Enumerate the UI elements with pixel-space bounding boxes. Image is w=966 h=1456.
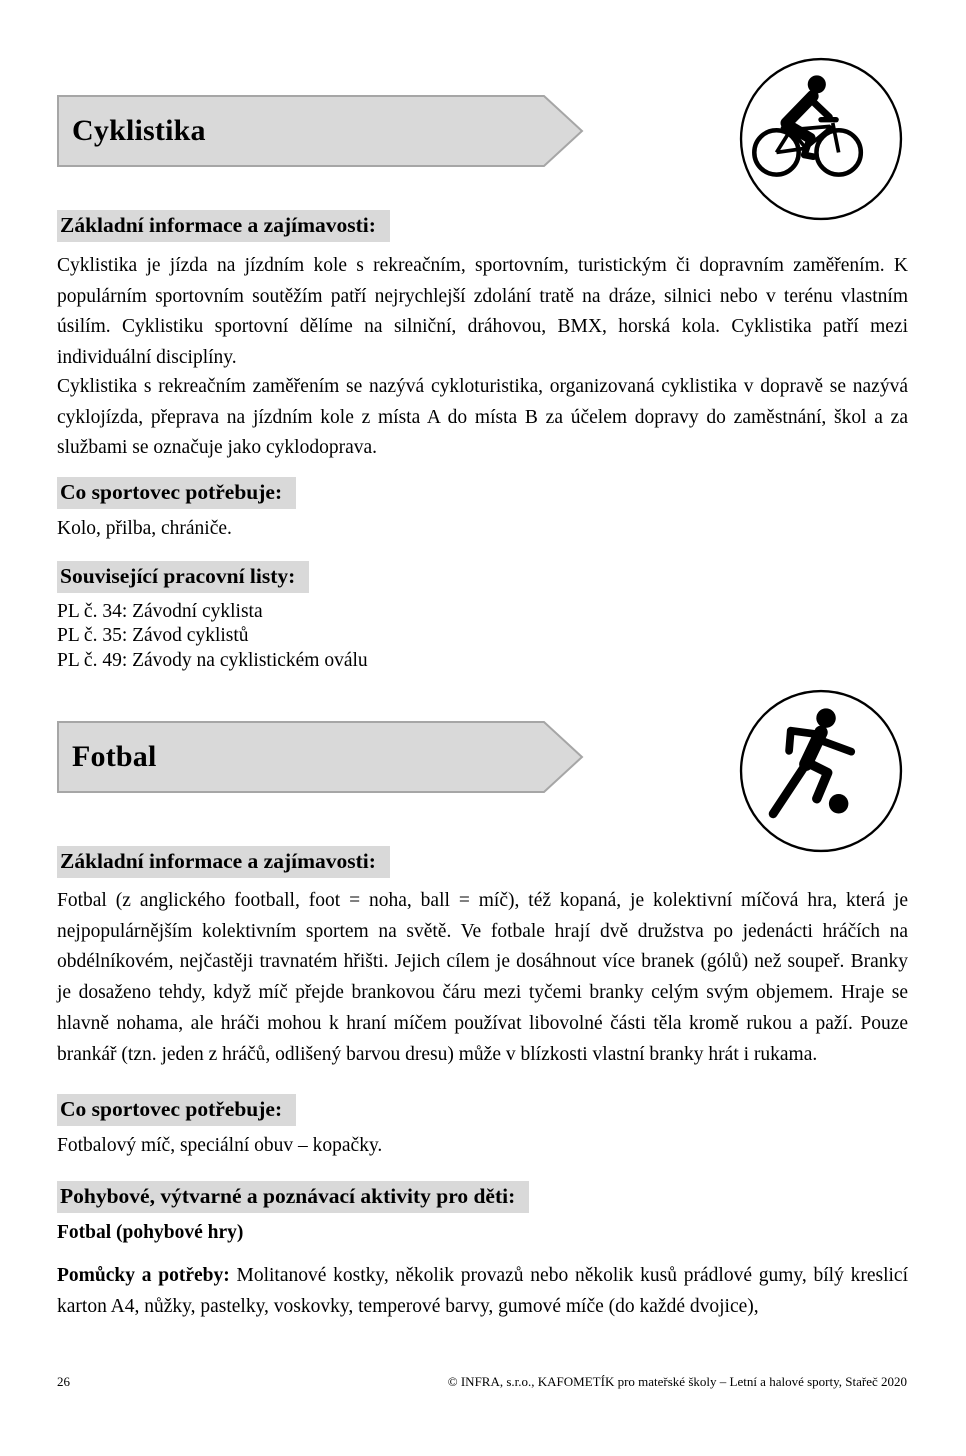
cycling-needs-text: Kolo, přilba, chrániče.: [57, 518, 232, 539]
footer-copyright: © INFRA, s.r.o., KAFOMETÍK pro mateřské školy – Letní a halové sporty, Stařeč 2020: [447, 1374, 907, 1389]
cyclist-icon: [737, 55, 905, 223]
football-banner: [57, 721, 584, 793]
equipment-label: Pomůcky a potřeby:: [57, 1265, 230, 1286]
cycling-worksheets-list: [57, 600, 908, 673]
cycling-banner: [57, 95, 584, 167]
cycling-needs-heading: Co sportovec potřebuje:: [57, 477, 296, 509]
football-activity-subheading: Fotbal (pohybové hry): [57, 1222, 244, 1243]
football-activities-heading: Pohybové, výtvarné a poznávací aktivity pro děti:: [57, 1181, 529, 1213]
football-info-heading: Základní informace a zajímavosti:: [57, 846, 390, 878]
footer-page-number: 26: [57, 1374, 70, 1389]
cycling-paragraph-2: Cyklistika s rekreačním zaměřením se nazývá cykloturistika, organizovaná cyklistika v dopravě se nazývá cyklojízda, přeprava na jízdním kole z místa A do místa B za účelem dopravy do zaměstnání, škol a za službami se označuje jako cyklodoprava.: [57, 376, 908, 459]
footballer-icon: [737, 687, 905, 855]
worksheet-item: PL č. 35: Závod cyklistů: [57, 625, 249, 647]
cycling-info-heading: Základní informace a zajímavosti:: [57, 210, 390, 242]
football-section-title: Fotbal: [72, 740, 157, 773]
football-needs-heading: Co sportovec potřebuje:: [57, 1094, 296, 1126]
equipment-text: Molitanové kostky, několik provazů nebo několik kusů prádlové gumy, bílý kreslicí karton A4, nůžky, pastelky, voskovky, temperové barvy, gumové míče (do každé dvojice),: [57, 1265, 908, 1317]
cycling-paragraph-1: Cyklistika je jízda na jízdním kole s rekreačním, sportovním, turistickým či dopravním zaměřením. K populárním sportovním soutěžím patří nejrychlejší zdolání tratě na dráze, silnici nebo v terénu vlastním úsilím. Cyklistiku sportovní dělíme na silniční, dráhovou, BMX, horská kola. Cyklistika patří mezi individuální disciplíny.: [57, 255, 908, 369]
football-paragraph-1: Fotbal (z anglického football, foot = noha, ball = míč), též kopaná, je kolektivní míčová hra, která je nejpopulárnějším kolektivním sportem na světě. Ve fotbale hrají dvě družstva po jedenácti hráčích na obdélníkovém, nejčastěji travnatém hřišti. Jejich cílem je dosáhnout více branek (gólů) než soupeř. Branky je dosaženo tehdy, když míč přejde brankovou čáru mezi tyčemi branky celým svým objemem. Hraje se hlavně nohama, ale hráči mohou k hraní míčem používat libovolné části těla kromě rukou a paží. Pouze brankář (tzn. jeden z hráčů, odlišený barvou dresu) může v blízkosti vlastní branky hrát i rukama.: [57, 890, 908, 1065]
worksheet-item: PL č. 34: Závodní cyklista: [57, 601, 263, 622]
cycling-section-title: Cyklistika: [72, 114, 206, 147]
football-equipment-paragraph: [57, 1261, 908, 1322]
football-needs-text: Fotbalový míč, speciální obuv – kopačky.: [57, 1135, 383, 1156]
worksheet-item: PL č. 49: Závody na cyklistickém oválu: [57, 649, 368, 671]
cycling-worksheets-heading: Související pracovní listy:: [57, 561, 309, 593]
